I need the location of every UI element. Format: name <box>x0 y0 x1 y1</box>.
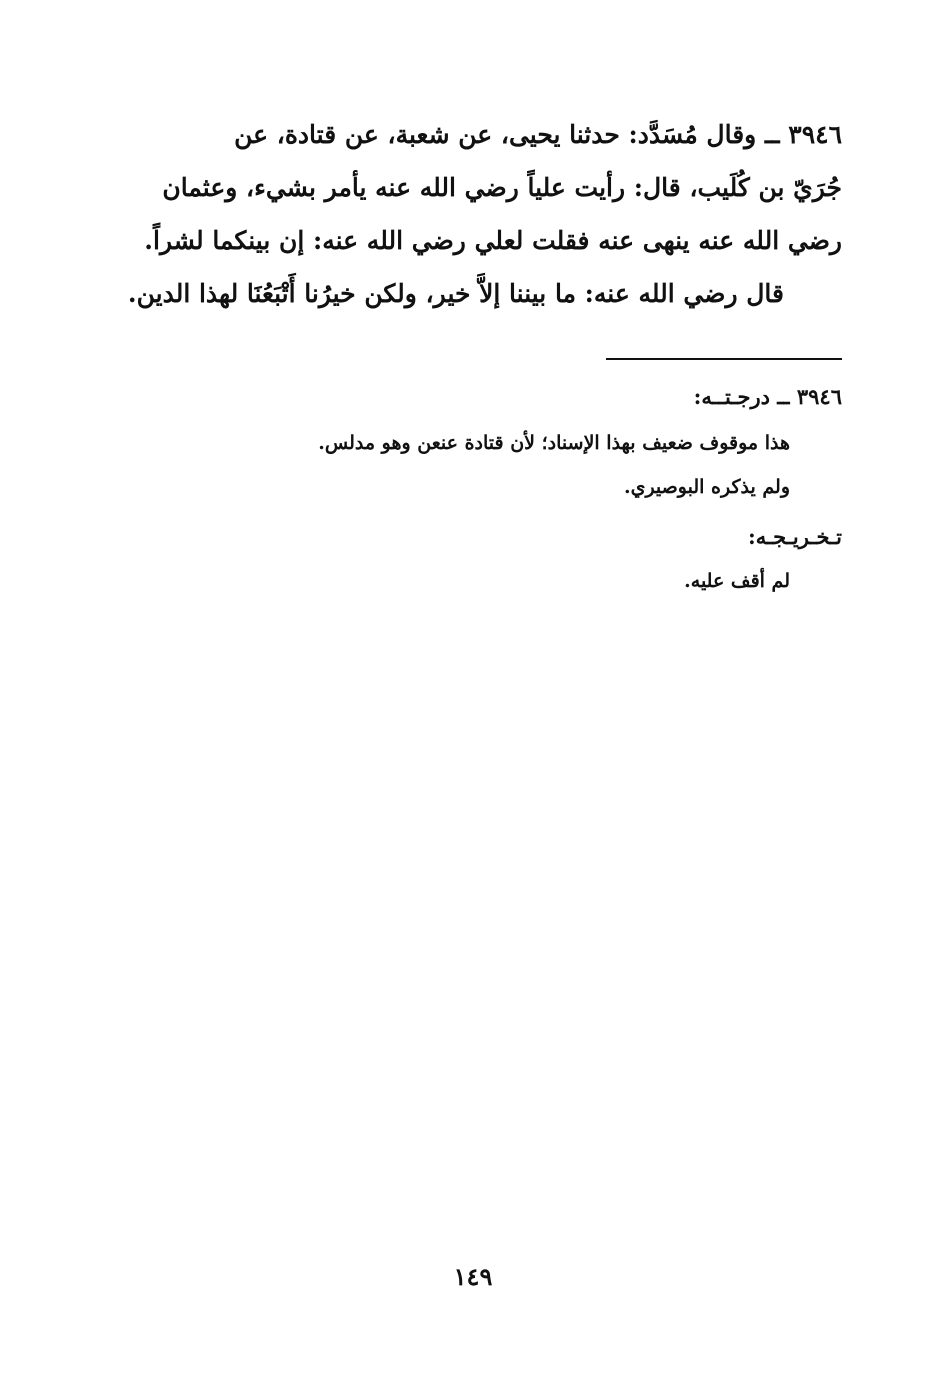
grade-text: ولم يذكره البوصيري. <box>623 476 790 498</box>
grade-text: هذا موقوف ضعيف بهذا الإسناد؛ لأن قتادة عنعن وهو مدلس. <box>318 432 790 454</box>
grade-heading: ٣٩٤٦ ــ درجـتــه: <box>693 384 842 409</box>
hadith-line: ٣٩٤٦ ــ وقال مُسَدَّد: حدثنا يحيى، عن شعبة، عن قتادة، عن <box>234 120 842 149</box>
takhrij-heading: تـخـريـجـه: <box>747 524 842 549</box>
hadith-line: قال رضي الله عنه: ما بيننا إلاَّ خير، ولكن خيرُنا أَتْبَعُنَا لهذا الدين. <box>127 279 784 308</box>
page-number: ١٤٩ <box>453 1262 493 1291</box>
hadith-line: جُرَيّ بن كُلَيب، قال: رأيت علياً رضي الله عنه يأمر بشيء، وعثمان <box>162 173 842 202</box>
hadith-text <box>112 108 842 320</box>
footnote-separator <box>606 358 842 360</box>
takhrij-text: لم أقف عليه. <box>684 570 790 592</box>
hadith-line: رضي الله عنه ينهى عنه فقلت لعلي رضي الله عنه: إن بينكما لشراً. <box>144 226 842 255</box>
